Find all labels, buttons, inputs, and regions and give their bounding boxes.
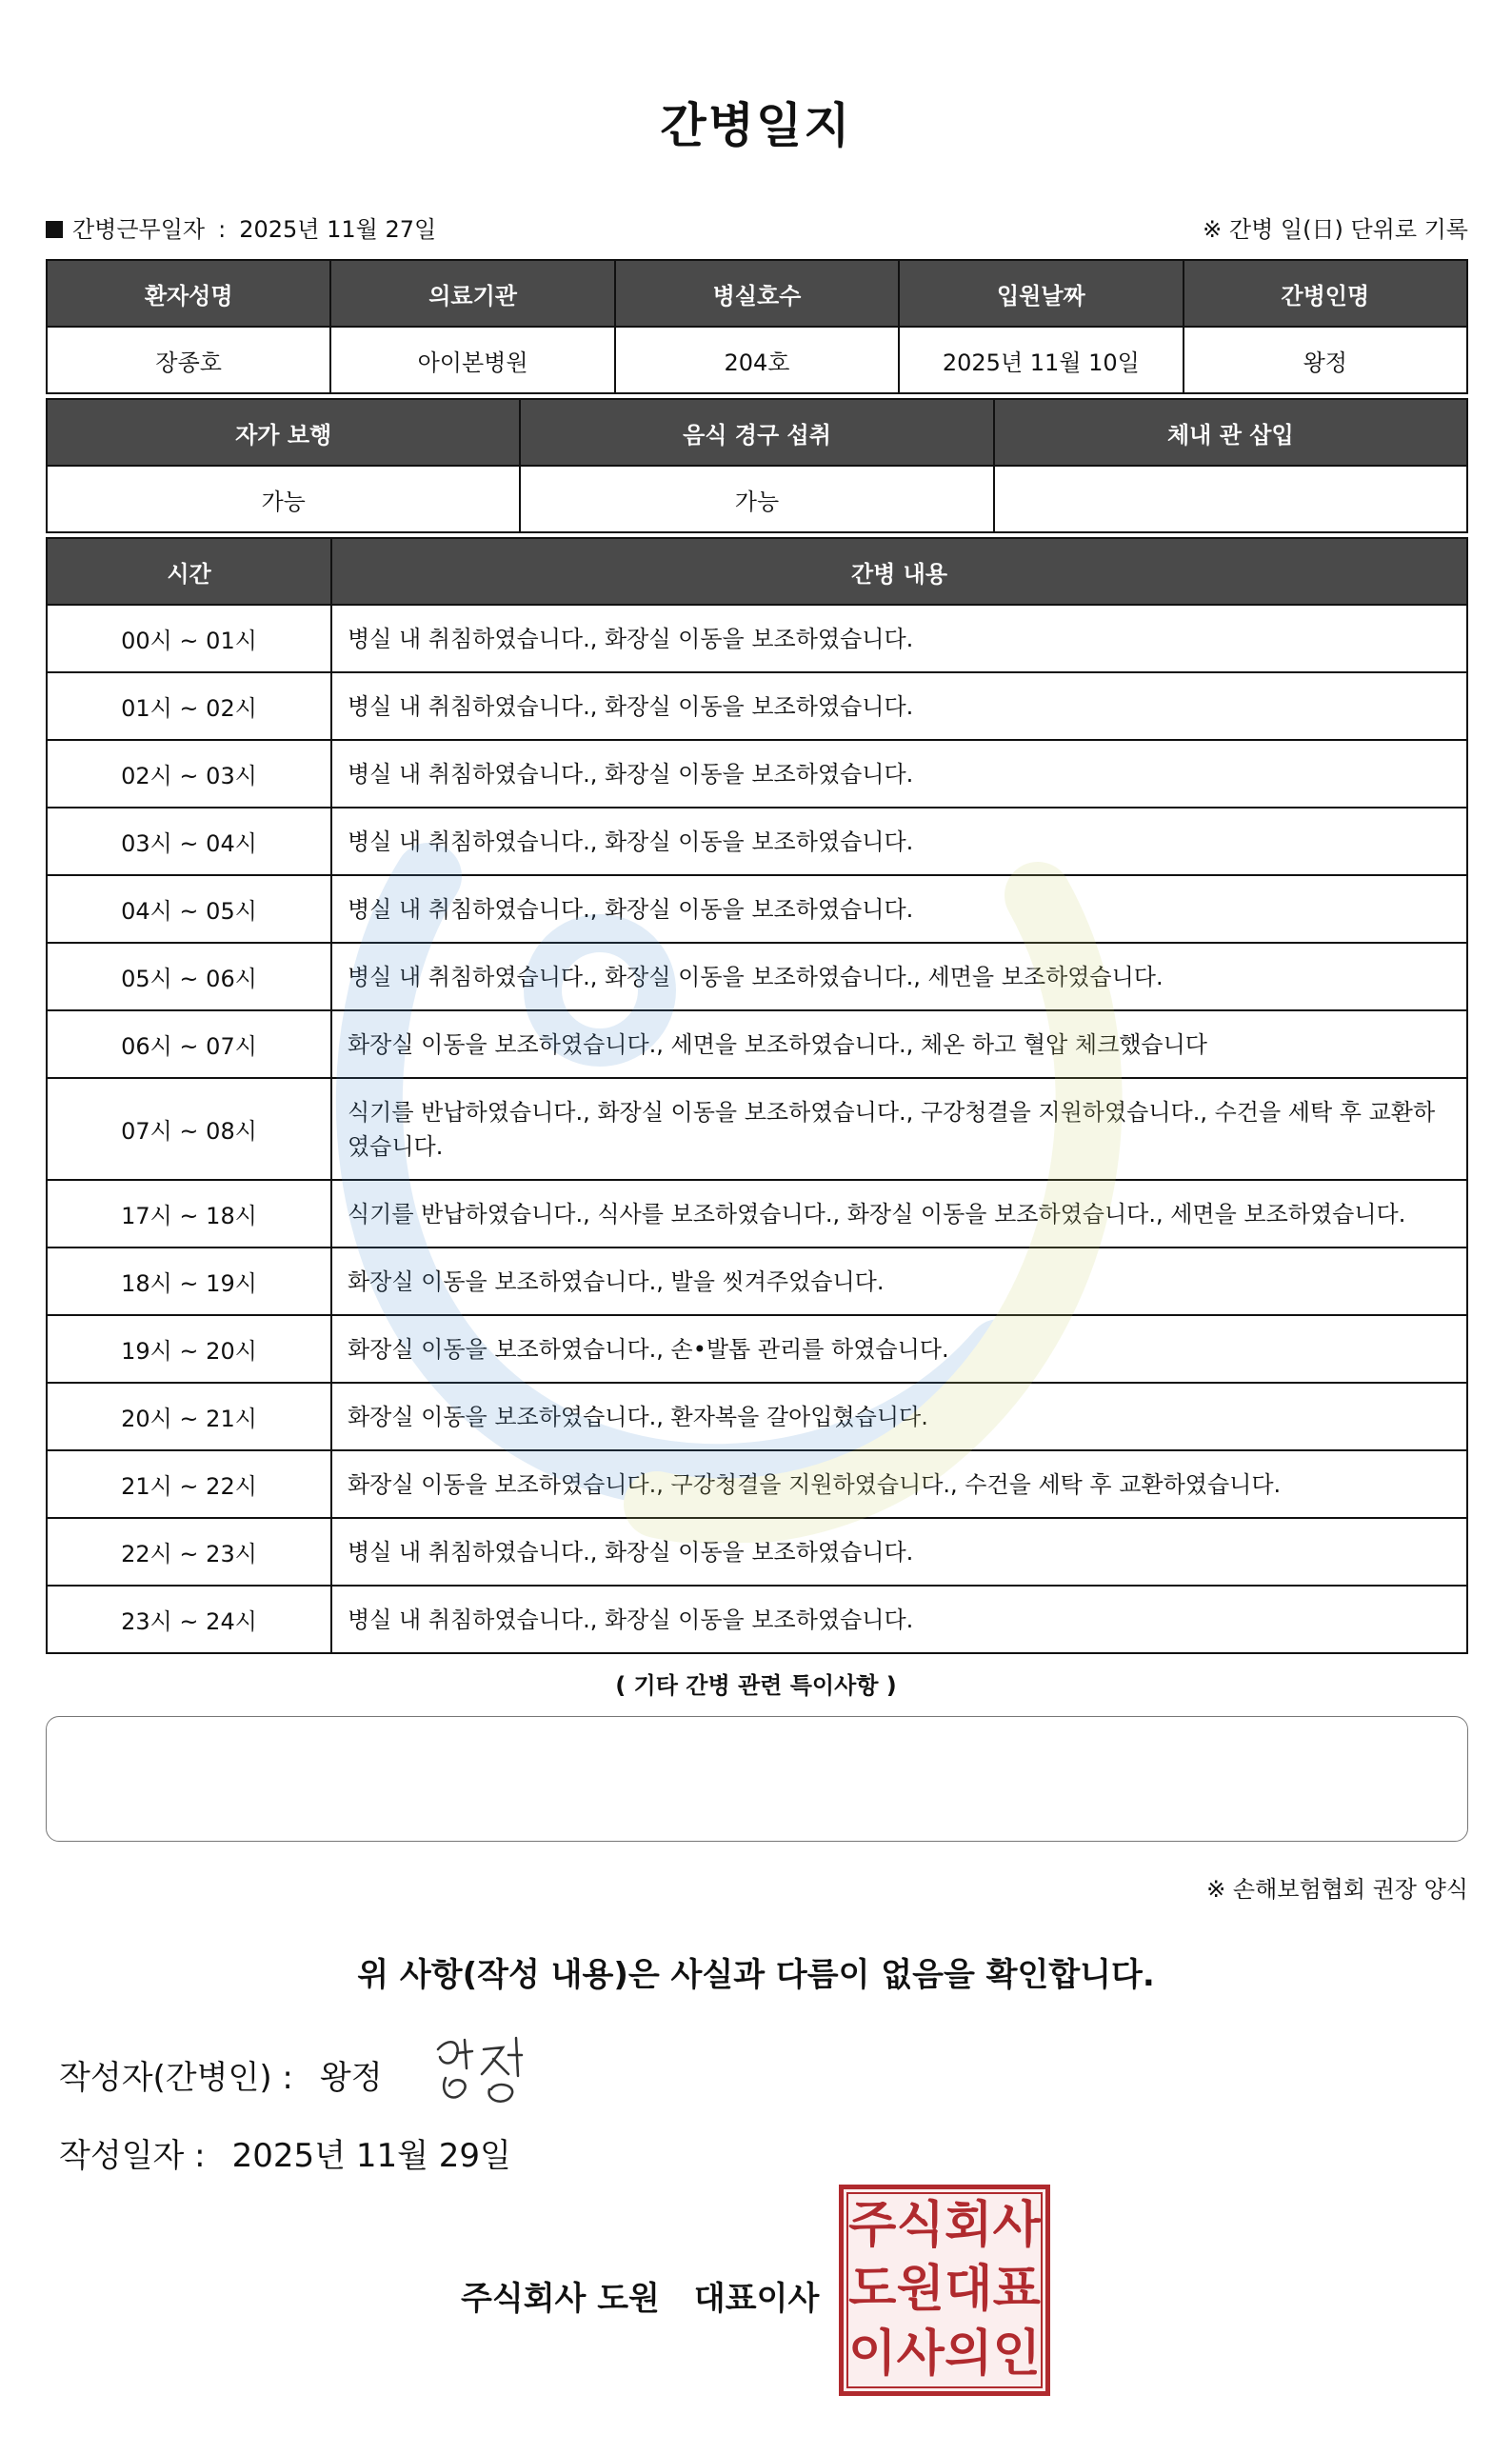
time-cell: 18시 ~ 19시 [47, 1247, 331, 1315]
content-cell: 식기를 반납하였습니다., 화장실 이동을 보조하였습니다., 구강청결을 지원하였습니다., 수건을 세탁 후 교환하였습니다. [331, 1078, 1467, 1180]
table-row [47, 1315, 1467, 1383]
header-care-content: 간병 내용 [331, 538, 1467, 605]
signer-label: 작성자(간병인) : [59, 2059, 293, 2097]
room-number: 204호 [615, 327, 899, 393]
content-cell: 화장실 이동을 보조하였습니다., 손•발톱 관리를 하였습니다. [331, 1315, 1467, 1383]
content-cell: 병실 내 취침하였습니다., 화장실 이동을 보조하였습니다. [331, 808, 1467, 875]
table-row [47, 1518, 1467, 1586]
table-row [47, 605, 1467, 672]
oral-intake-value: 가능 [520, 466, 993, 532]
seal-char: 표 [992, 2261, 1041, 2319]
admission-date: 2025년 11월 10일 [899, 327, 1183, 393]
company-name: 주식회사 도원 [461, 2280, 660, 2318]
work-date-colon: : [218, 216, 227, 243]
table-row [47, 875, 1467, 943]
table-row [47, 672, 1467, 740]
content-cell: 병실 내 취침하였습니다., 화장실 이동을 보조하였습니다. [331, 1586, 1467, 1653]
time-cell: 06시 ~ 07시 [47, 1010, 331, 1078]
seal-char: 이 [848, 2325, 897, 2383]
recommended-form-note: ※ 손해보험협회 권장 양식 [1206, 1876, 1468, 1903]
seal-char: 식 [896, 2197, 945, 2254]
signer-name: 왕정 [319, 2059, 383, 2097]
table-row [47, 1078, 1467, 1180]
table-row [47, 1383, 1467, 1450]
content-cell: 병실 내 취침하였습니다., 화장실 이동을 보조하였습니다. [331, 740, 1467, 808]
table-row [47, 1180, 1467, 1247]
time-cell: 19시 ~ 20시 [47, 1315, 331, 1383]
header-room-number: 병실호수 [615, 260, 899, 327]
time-cell: 07시 ~ 08시 [47, 1078, 331, 1180]
work-date-label: 간병근무일자 [72, 216, 206, 243]
header-time: 시간 [47, 538, 331, 605]
header-self-walking: 자가 보행 [47, 399, 520, 466]
self-walking-value: 가능 [47, 466, 520, 532]
tube-insertion-value [994, 466, 1467, 532]
confirmation-statement: 위 사항(작성 내용)은 사실과 다름이 없음을 확인합니다. [357, 1956, 1155, 1994]
write-date-line [59, 2129, 511, 2176]
handwritten-signature [428, 2030, 533, 2116]
content-cell: 화장실 이동을 보조하였습니다., 세면을 보조하였습니다., 체온 하고 혈압 체크했습니다 [331, 1010, 1467, 1078]
daily-record-note: ※ 간병 일(日) 단위로 기록 [1203, 216, 1468, 243]
notes-title: ( 기타 간병 관련 특이사항 ) [615, 1672, 897, 1699]
header-patient-name: 환자성명 [47, 260, 330, 327]
status-header-row [47, 399, 1467, 466]
time-cell: 02시 ~ 03시 [47, 740, 331, 808]
table-row [47, 1010, 1467, 1078]
time-cell: 22시 ~ 23시 [47, 1518, 331, 1586]
content-cell: 병실 내 취침하였습니다., 화장실 이동을 보조하였습니다., 세면을 보조하였습니다. [331, 943, 1467, 1010]
table-row [47, 1247, 1467, 1315]
table-row [47, 808, 1467, 875]
signer-line [59, 2051, 383, 2098]
care-log-table [46, 537, 1468, 1654]
seal-char: 사 [992, 2197, 1041, 2254]
content-cell: 병실 내 취침하였습니다., 화장실 이동을 보조하였습니다. [331, 1518, 1467, 1586]
work-date-line [46, 210, 436, 244]
table-row [47, 1450, 1467, 1518]
time-cell: 20시 ~ 21시 [47, 1383, 331, 1450]
status-value-row [47, 466, 1467, 532]
seal-char: 대 [945, 2261, 993, 2319]
write-date-value: 2025년 11월 29일 [231, 2137, 511, 2175]
seal-char: 의 [945, 2325, 993, 2383]
time-cell: 23시 ~ 24시 [47, 1586, 331, 1653]
content-cell: 화장실 이동을 보조하였습니다., 발을 씻겨주었습니다. [331, 1247, 1467, 1315]
header-admission-date: 입원날짜 [899, 260, 1183, 327]
seal-char: 사 [896, 2325, 945, 2383]
seal-char: 인 [992, 2325, 1041, 2383]
seal-char: 원 [896, 2261, 945, 2319]
table-row [47, 740, 1467, 808]
company-line [461, 2272, 819, 2319]
header-caregiver-name: 간병인명 [1184, 260, 1467, 327]
time-cell: 05시 ~ 06시 [47, 943, 331, 1010]
content-cell: 식기를 반납하였습니다., 식사를 보조하였습니다., 화장실 이동을 보조하였습니다., 세면을 보조하였습니다. [331, 1180, 1467, 1247]
time-cell: 00시 ~ 01시 [47, 605, 331, 672]
table-row [47, 943, 1467, 1010]
content-cell: 화장실 이동을 보조하였습니다., 구강청결을 지원하였습니다., 수건을 세탁 후 교환하였습니다. [331, 1450, 1467, 1518]
notes-box [46, 1716, 1468, 1842]
time-cell: 01시 ~ 02시 [47, 672, 331, 740]
square-bullet-icon [46, 221, 63, 238]
write-date-label: 작성일자 : [59, 2137, 206, 2175]
header-tube-insertion: 체내 관 삽입 [994, 399, 1467, 466]
info-value-row [47, 327, 1467, 393]
time-cell: 04시 ~ 05시 [47, 875, 331, 943]
caregiver-name: 왕정 [1184, 327, 1467, 393]
time-cell: 03시 ~ 04시 [47, 808, 331, 875]
header-oral-intake: 음식 경구 섭취 [520, 399, 993, 466]
patient-name: 장종호 [47, 327, 330, 393]
patient-status-table [46, 398, 1468, 533]
seal-char: 주 [848, 2197, 897, 2254]
content-cell: 화장실 이동을 보조하였습니다., 환자복을 갈아입혔습니다. [331, 1383, 1467, 1450]
content-cell: 병실 내 취침하였습니다., 화장실 이동을 보조하였습니다. [331, 672, 1467, 740]
info-header-row [47, 260, 1467, 327]
patient-info-table [46, 259, 1468, 394]
work-date-value: 2025년 11월 27일 [239, 216, 437, 243]
time-cell: 21시 ~ 22시 [47, 1450, 331, 1518]
log-header-row [47, 538, 1467, 605]
institution-name: 아이본병원 [330, 327, 614, 393]
content-cell: 병실 내 취침하였습니다., 화장실 이동을 보조하였습니다. [331, 605, 1467, 672]
company-role: 대표이사 [693, 2280, 820, 2318]
seal-char: 회 [945, 2197, 993, 2254]
content-cell: 병실 내 취침하였습니다., 화장실 이동을 보조하였습니다. [331, 875, 1467, 943]
time-cell: 17시 ~ 18시 [47, 1180, 331, 1247]
seal-char: 도 [848, 2261, 897, 2319]
table-row [47, 1586, 1467, 1653]
page-title: 간병일지 [660, 98, 852, 153]
company-seal-stamp [839, 2185, 1050, 2396]
header-institution: 의료기관 [330, 260, 614, 327]
